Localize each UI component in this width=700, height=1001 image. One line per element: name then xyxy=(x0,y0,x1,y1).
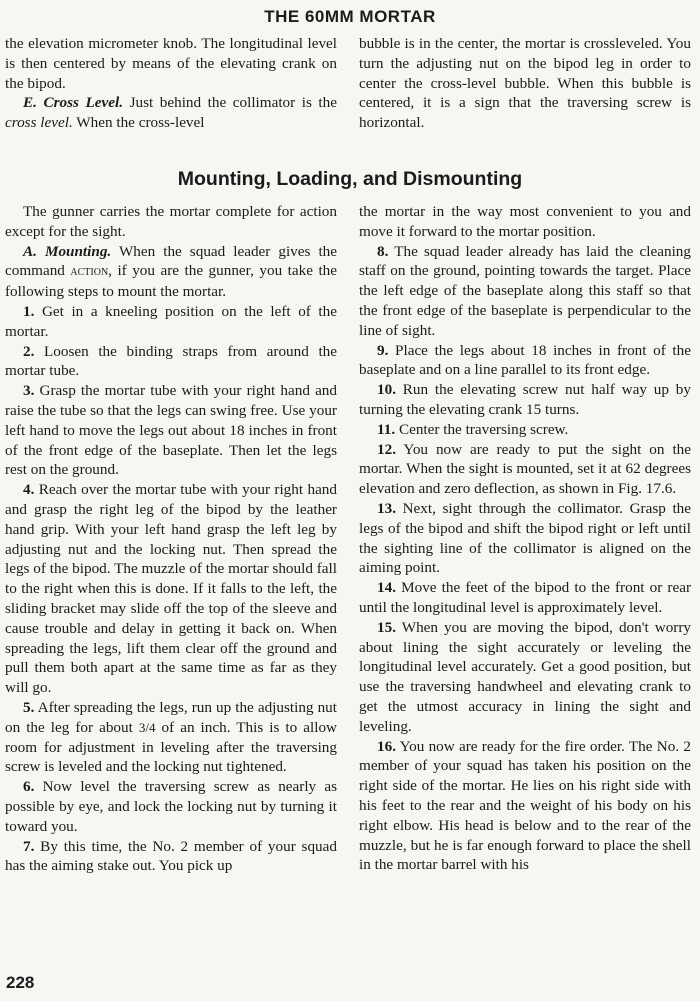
paragraph-intro: The gunner carries the mortar complete for action except for the sight. xyxy=(5,203,337,240)
top-right-column xyxy=(359,34,691,133)
paragraph: the elevation micrometer knob. The longitudinal level is then centered by means of the elevating crank on the bipod. xyxy=(5,35,337,92)
step-14: 14. Move the feet of the bipod to the front or rear until the longitudinal level is approximately level. xyxy=(359,579,691,616)
step-8: 8. The squad leader already has laid the cleaning staff on the ground, pointing towards the target. Place the left edge of the baseplate along this staff so that the front edge of the baseplate is perpendicular to the line of sight. xyxy=(359,242,691,339)
paragraph-mounting: A. Mounting. When the squad leader gives the command action, if you are the gunner, you take the following steps to mount the mortar. xyxy=(5,242,338,301)
step-6: 6. Now level the traversing screw as nearly as possible by eye, and lock the locking nut by turning it toward you. xyxy=(5,778,337,835)
step-9: 9. Place the legs about 18 inches in front of the baseplate and on a line parallel to its front edge. xyxy=(359,341,691,379)
fraction: 3/4 xyxy=(138,719,156,735)
section-heading: Mounting, Loading, and Dismounting xyxy=(177,168,523,190)
subheading-cross-level: E. Cross Level. xyxy=(23,94,124,112)
page-number: 228 xyxy=(6,973,35,992)
step-12: 12. You now are ready to put the sight on the mortar. When the sight is mounted, set it at 62 degrees elevation and zero deflection, as shown in Fig. 17.6. xyxy=(359,440,691,498)
step-11: 11. Center the traversing screw. xyxy=(377,420,569,438)
step-15: 15. When you are moving the bipod, don't worry about lining the sight accurately or leveling the longitudinal level accurately. Get a good position, but use the traversing handwheel and elevating crank to get the utmost accuracy in lining the sight and leveling. xyxy=(359,618,691,735)
top-left-column xyxy=(5,34,337,133)
paragraph: bubble is in the center, the mortar is crossleveled. You turn the adjusting nut on the bipod leg in order to center the cross-level bubble. When this bubble is centered, it is a sign that the traversing screw is horizontal. xyxy=(359,35,691,132)
step-4: 4. Reach over the mortar tube with your right hand and grasp the right leg of the bipod by the leather hand grip. With your left hand grasp the left leg by adjusting nut and the locking nut. Then spread the legs of the bipod. The muzzle of the mortar should fall to the right when this is done. If it falls to the left, the sliding bracket may slide off the top of the sleeve and cause trouble and delay in getting it back on. When spreading the legs, lift them clear off the ground and pull them both apart at the same time as far as they will go. xyxy=(5,481,337,697)
paragraph-continued: the mortar in the way most convenient to you and move it forward to the mortar position. xyxy=(359,203,691,240)
subheading-mounting: A. Mounting. xyxy=(23,242,112,260)
step-2: 2. Loosen the binding straps from around the mortar tube. xyxy=(5,342,337,380)
running-head: THE 60MM MORTAR xyxy=(264,7,436,26)
step-10: 10. Run the elevating screw nut half way up by turning the elevating crank 15 turns. xyxy=(359,381,691,418)
step-5: 5. After spreading the legs, run up the adjusting nut on the leg for about 3/4 of an inch. This is to allow room for adjustment in leveling after the traversing screw is leveled and the locking nut tightened. xyxy=(5,698,338,776)
step-3: 3. Grasp the mortar tube with your right hand and raise the tube so that the legs can swing free. Use your left hand to move the legs out about 18 inches in front of the front edge of the baseplate. Then let the legs rest on the ground. xyxy=(5,382,337,479)
emphasis-cross-level: cross level. xyxy=(5,114,73,132)
paragraph-cross-level: E. Cross Level. Just behind the collimator is the cross level. When the cross-level xyxy=(5,94,337,132)
step-1: 1. Get in a kneeling position on the left of the mortar. xyxy=(5,302,337,340)
step-16: 16. You now are ready for the fire order. The No. 2 member of your squad has taken his position on the right side of the mortar. He lies on his right side with his feet to the rear and the weight of his body on his right elbow. His head is below and to the rear of the muzzle, but he is far enough forward to place the shell in the mortar barrel with his xyxy=(359,737,691,874)
left-column xyxy=(5,202,337,876)
step-7: 7. By this time, the No. 2 member of your squad has the aiming stake out. You pick up xyxy=(5,837,337,875)
step-13: 13. Next, sight through the collimator. Grasp the legs of the bipod and shift the bipod right or left until the sighting line of the collimator is aligned on the aiming point. xyxy=(359,499,691,577)
command-action: action xyxy=(70,264,109,280)
right-column xyxy=(359,202,691,875)
